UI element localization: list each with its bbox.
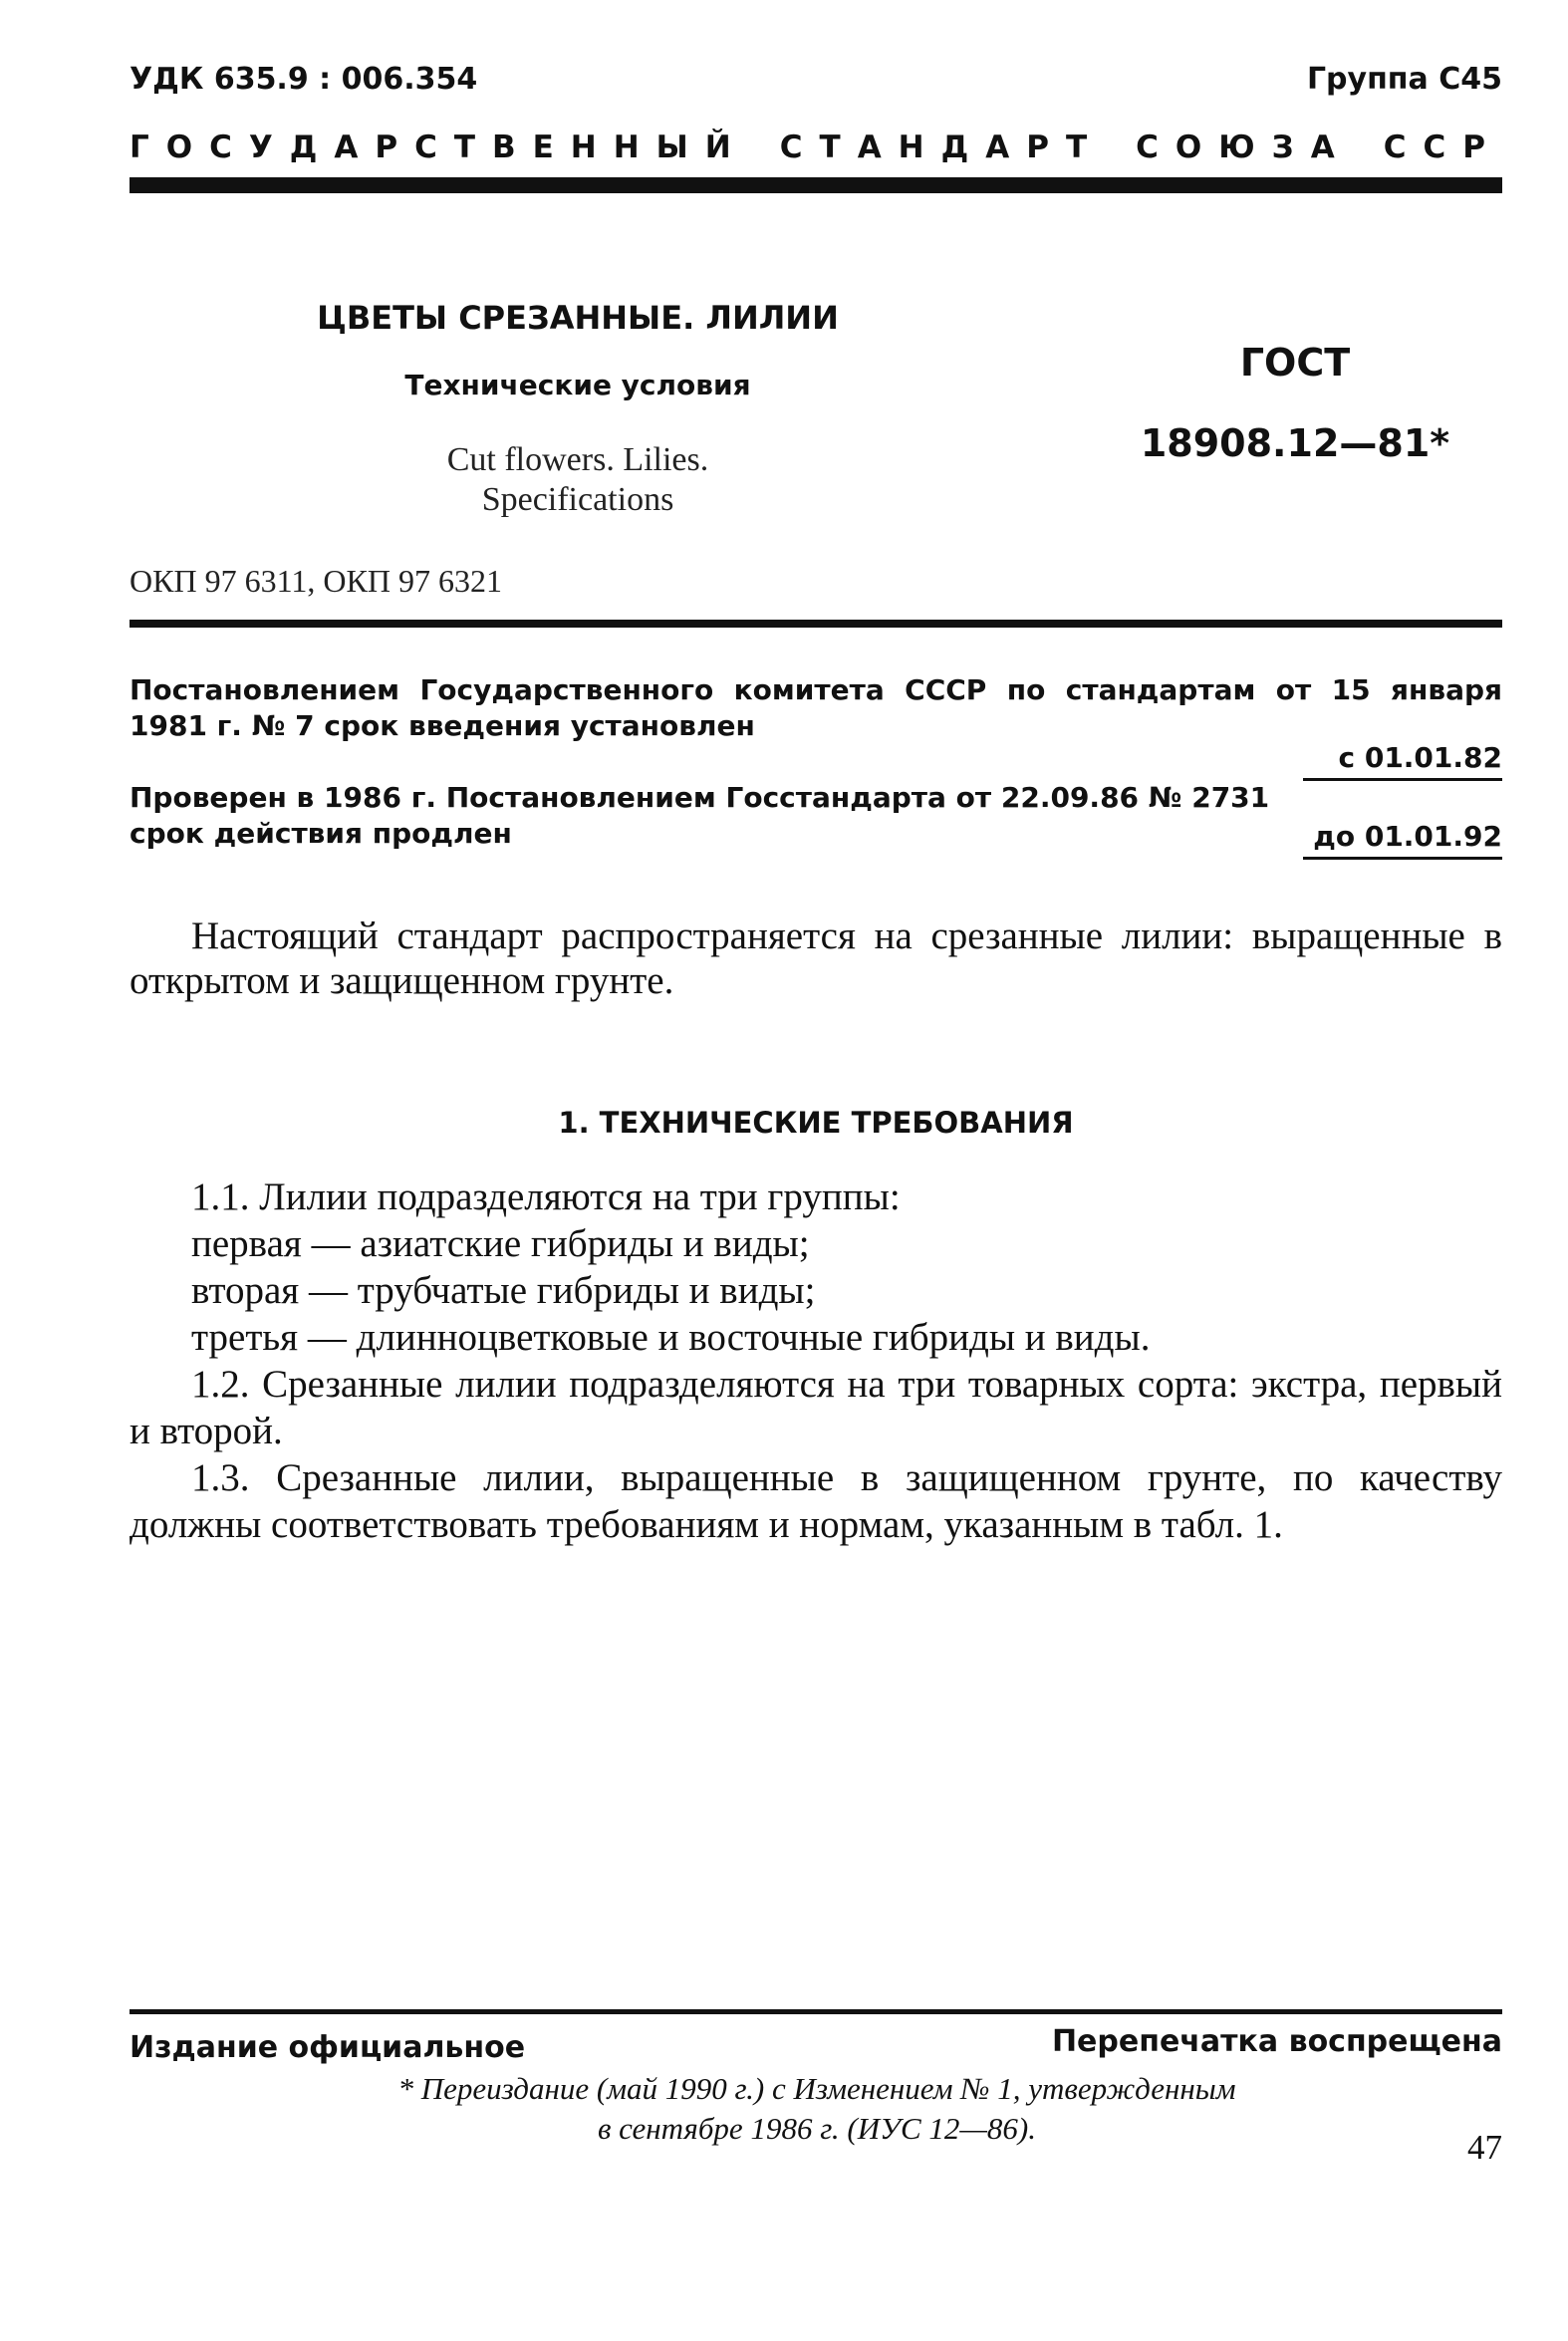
footnote-line-1: * Переиздание (май 1990 г.) с Изменением № 1, утвержденным (397, 2071, 1236, 2106)
paragraph-1-2: 1.2. Срезанные лилии подразделяются на три товарных сорта: экстра, первый и второй. (130, 1363, 1502, 1452)
intro-text: Настоящий стандарт распространяется на срезанные лилии: выращенные в открытом и защищенном грунте. (130, 914, 1502, 1002)
banner-word-3: СОЮЗА (1136, 130, 1352, 165)
checked-line-1: Проверен в 1986 г. Постановлением Госстандарта от 22.09.86 № 2731 (130, 781, 1270, 814)
udk-code: УДК 635.9 : 006.354 (130, 62, 478, 97)
group-third: третья — длинноцветковые и восточные гибриды и виды. (191, 1316, 1151, 1359)
date-until: до 01.01.92 (1303, 820, 1502, 860)
reprint-notice: Перепечатка воспрещена (1051, 2024, 1502, 2059)
checked-text (130, 780, 1305, 852)
checked-line-2: срок действия продлен (130, 817, 512, 850)
paragraph-1-3: 1.3. Срезанные лилии, выращенные в защищенном грунте, по качеству должны соответствовать требованиям и нормам, указанным в табл. 1. (130, 1456, 1502, 1546)
header-rule (130, 177, 1502, 193)
banner-word-2: СТАНДАРТ (779, 130, 1105, 165)
footnote (269, 2069, 1365, 2149)
document-subtitle: Технические условия (404, 369, 751, 401)
group-second: вторая — трубчатые гибриды и виды; (191, 1269, 816, 1312)
english-title-line-1: Cut flowers. Lilies. (446, 441, 709, 478)
standard-banner (130, 130, 1502, 165)
page-number: 47 (1467, 2128, 1502, 2167)
footnote-line-2: в сентябре 1986 г. (ИУС 12—86). (597, 2111, 1037, 2146)
gost-label: ГОСТ (1239, 341, 1351, 385)
okp-codes: ОКП 97 6311, ОКП 97 6321 (130, 563, 502, 599)
section-heading: 1. ТЕХНИЧЕСКИЕ ТРЕБОВАНИЯ (558, 1106, 1074, 1140)
english-title (299, 440, 857, 520)
document-title: ЦВЕТЫ СРЕЗАННЫЕ. ЛИЛИИ (317, 299, 839, 337)
section-rule (130, 620, 1502, 628)
group-code: Группа С45 (1306, 62, 1502, 97)
section-body (130, 1173, 1502, 1548)
group-first: первая — азиатские гибриды и виды; (191, 1222, 810, 1265)
banner-word-4: ССР (1383, 130, 1502, 165)
banner-word-1: ГОСУДАРСТВЕННЫЙ (130, 130, 748, 165)
english-title-line-2: Specifications (481, 481, 674, 518)
paragraph-1-1: 1.1. Лилии подразделяются на три группы: (191, 1175, 901, 1218)
official-edition: Издание официальное (130, 2030, 526, 2065)
decree-text: Постановлением Государственного комитета СССР по стандартам от 15 января 1981 г. № 7 срок введения установлен (130, 673, 1502, 742)
intro-paragraph (130, 913, 1502, 1003)
footer-rule (130, 2009, 1502, 2014)
date-from: с 01.01.82 (1303, 741, 1502, 781)
gost-number: 18908.12—81* (1140, 421, 1450, 465)
